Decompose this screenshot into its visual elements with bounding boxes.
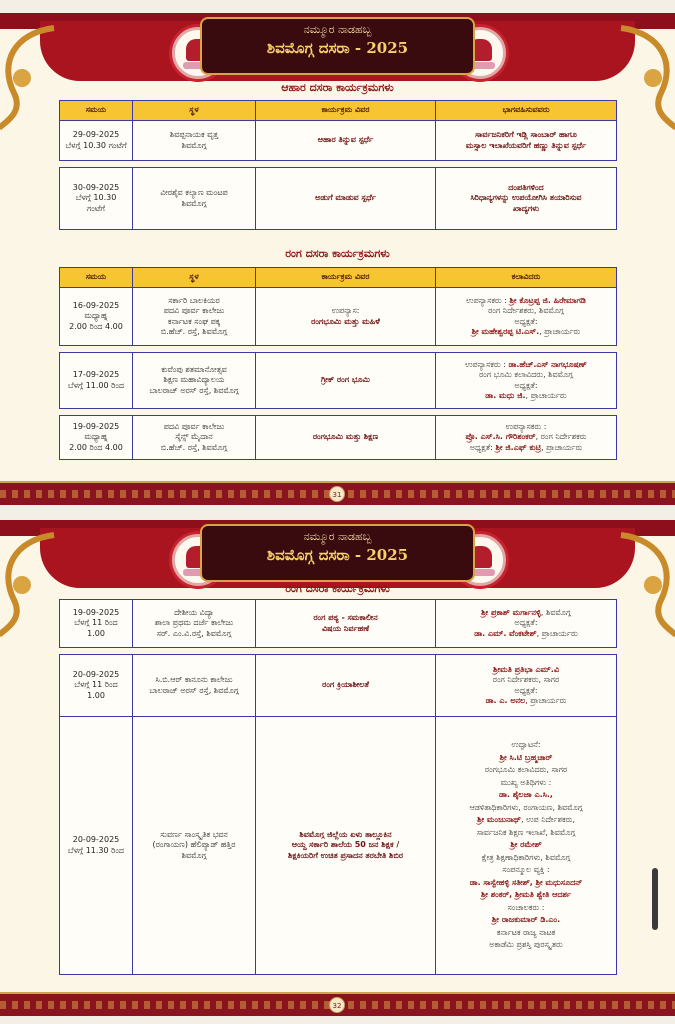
artists-cell: ಶ್ರೀಮತಿ ಪ್ರತಿಭಾ ಎಮ್.ವಿ ರಂಗ ನಿರ್ದೇಶಕರು, ಸಾಗರ ಅಧ್ಯಕ್ಷತೆ: ಡಾ. ಎ. ಅನಲ, ಪ್ರಾಚಾರ್ಯರು <box>436 655 617 717</box>
food-events-table <box>59 100 617 230</box>
section-title-theatre: ರಂಗ ದಸರಾ ಕಾರ್ಯಕ್ರಮಗಳು <box>285 582 390 595</box>
column-header: ಕಲಾವಿದರು <box>436 268 617 288</box>
page-number: 31 <box>329 486 345 502</box>
ornament-swirl-icon <box>0 23 64 133</box>
table-row <box>60 717 617 975</box>
event-cell: ಆಹಾರ ತಿನ್ನುವ ಸ್ಪರ್ಧೆ <box>256 121 436 161</box>
event-cell: ರಂಗ ಕ್ರಿಯಾಶೀಲತೆ <box>256 655 436 717</box>
table-row <box>60 288 617 346</box>
table-row <box>60 353 617 409</box>
time-cell: 30-09-2025 ಬೆಳಗ್ಗೆ 10.30 ಗಂಟೆಗೆ <box>60 168 133 230</box>
theatre-events-table <box>59 599 617 975</box>
event-cell: ಗ್ರೀಕ್ ರಂಗ ಭೂಮಿ <box>256 353 436 409</box>
ornament-swirl-icon <box>611 23 675 133</box>
column-header: ಸಮಯ <box>60 101 133 121</box>
time-cell: 20-09-2025 ಬೆಳಗ್ಗೆ 11 ರಿಂದ 1.00 <box>60 655 133 717</box>
column-header: ಭಾಗವಹಿಸುವವರು <box>436 101 617 121</box>
section-title-food: ಆಹಾರ ದಸರಾ ಕಾರ್ಯಕ್ರಮಗಳು <box>281 81 394 94</box>
title-plaque <box>200 17 475 75</box>
table-row <box>60 168 617 230</box>
theatre-events-table <box>59 267 617 460</box>
place-cell: ವೀರಶೈವ ಕಲ್ಯಾಣ ಮಂಟಪ ಶಿವಮೊಗ್ಗ <box>133 168 256 230</box>
table-row <box>60 416 617 460</box>
table-row <box>60 600 617 648</box>
header-title: ಶಿವಮೊಗ್ಗ ದಸರಾ - 2025 <box>266 546 409 564</box>
section-title-theatre: ರಂಗ ದಸರಾ ಕಾರ್ಯಕ್ರಮಗಳು <box>285 247 390 260</box>
place-cell: ಪದವಿ ಪೂರ್ವ ಕಾಲೇಜು ಸೈನ್ಸ್ ಮೈದಾನ ಬಿ.ಹೆಚ್. ರಸ್ತೆ, ಶಿವಮೊಗ್ಗ <box>133 416 256 460</box>
time-cell: 29-09-2025 ಬೆಳಗ್ಗೆ 10.30 ಗಂಟೆಗೆ <box>60 121 133 161</box>
participants-cell: ದಂಪತಿಗಳಿಂದ ಸಿರಿಧಾನ್ಯಗಳನ್ನು ಉಪಯೋಗಿಸಿ ತಯಾರಿಸುವ ಖಾದ್ಯಗಳು <box>436 168 617 230</box>
page-number: 32 <box>329 997 345 1013</box>
artists-cell: ಉಪನ್ಯಾಸಕರು : ಡಾ.ಹೆಚ್.ಎಸ್ ನಾಗಭೂಷಣ್ ರಂಗ ಭೂಮಿ ಕಲಾವಿದರು, ಶಿವಮೊಗ್ಗ ಅಧ್ಯಕ್ಷತೆ: ಡಾ. ಮಧು ಜಿ., ಪ್ರಾಚಾರ್ಯರು <box>436 353 617 409</box>
column-header: ಕಾರ್ಯಕ್ರಮ ವಿವರ <box>256 101 436 121</box>
artists-cell: ಉಪನ್ಯಾಸಕರು : ಪ್ರೊ. ಎಸ್.ಸಿ. ಗೌರಿಶಂಕರ್, ರಂಗ ನಿರ್ದೇಶಕರು ಅಧ್ಯಕ್ಷತೆ: ಶ್ರೀ ಜಿ.ಎಫ್ ಕುಟ್ರಿ, ಪ್ರಾಚಾರ್ಯರು <box>436 416 617 460</box>
header-tagline: ನಮ್ಮೂರ ನಾಡಹಬ್ಬ <box>303 530 372 543</box>
event-cell: ಅಡುಗೆ ಮಾಡುವ ಸ್ಪರ್ಧೆ <box>256 168 436 230</box>
brochure-page-31 <box>0 13 675 505</box>
place-cell: ಸಿ.ಬಿ.ಆರ್ ಕಾನೂನು ಕಾಲೇಜು ಬಾಲರಾಜ್ ಅರಸ್ ರಸ್ತೆ, ಶಿವಮೊಗ್ಗ <box>133 655 256 717</box>
header-title: ಶಿವಮೊಗ್ಗ ದಸರಾ - 2025 <box>266 39 409 57</box>
participants-cell: ಸಾರ್ವಜನಿಕರಿಗೆ ಇಡ್ಲಿ ಸಾಂಬಾರ್ ಹಾಗೂ ಮಸ್ಸಾಲ ಇಲಾಖೆಯವರಿಗೆ ಹಣ್ಣು ತಿನ್ನುವ ಸ್ಪರ್ಧೆ <box>436 121 617 161</box>
bottom-band <box>0 992 675 1016</box>
event-cell: ಉಪನ್ಯಾಸ: ರಂಗಭೂಮಿ ಮತ್ತು ಮಹಿಳೆ <box>256 288 436 346</box>
event-cell: ರಂಗ ಪಠ್ಯ - ಸಮಕಾಲೀನ ವಿಷಯ ನಿರ್ವಹಣೆ <box>256 600 436 648</box>
title-plaque <box>200 524 475 582</box>
table-row <box>60 655 617 717</box>
place-cell: ದೇಶೀಯ ವಿದ್ಯಾ ಶಾಲಾ ಪ್ರಥಮ ದರ್ಜೆ ಕಾಲೇಜು ಸರ್. ಎಂ.ವಿ.ರಸ್ತೆ, ಶಿವಮೊಗ್ಗ <box>133 600 256 648</box>
column-header: ಸಮಯ <box>60 268 133 288</box>
column-header: ಸ್ಥಳ <box>133 268 256 288</box>
column-header: ಸ್ಥಳ <box>133 101 256 121</box>
artists-cell: ಉದ್ಘಾಟನೆ: ಶ್ರೀ ಸಿ.ಟಿ ಬ್ರಹ್ಮಚಾರ್ ರಂಗಭೂಮಿ ಕಲಾವಿದರು, ಸಾಗರ ಮುಖ್ಯ ಅತಿಥಿಗಳು : ಡಾ. ಶೈಲಜಾ ಎ.ಸಿ., ಆಡಳಿತಾಧಿಕಾರಿಗಳು, ರಂಗಾಯಣ, ಶಿವಮೊಗ್ಗ ಶ್ರೀ ಮಂಜುನಾಥ್, ಉಪ ನಿರ್ದೇಶಕರು, ಸಾರ್ವಜನಿಕ ಶಿಕ್ಷಣ ಇಲಾಖೆ, ಶಿವಮೊಗ್ಗ ಶ್ರೀ ರಮೇಶ್ ಕ್ಷೇತ್ರ ಶಿಕ್ಷಣಾಧಿಕಾರಿಗಳು, ಶಿವಮೊಗ್ಗ ಸಂಪನ್ಮೂಲ ವ್ಯಕ್ತಿ : ಡಾ. ಸಾಸ್ವೇಹಳ್ಳಿ ಸತೀಶ್, ಶ್ರೀ ಮಧುಸೂದನ್ ಶ್ರೀ ಶಂಕರ್, ಶ್ರೀಮತಿ ಶ್ವೇತಿ ಆದರ್ಶ ಸಂಚಾಲಕರು : ಶ್ರೀ ರಾಜಕುಮಾರ್ ಡಿ.ಎಂ. ಕರ್ನಾಟಕ ರಾಜ್ಯ ನಾಟಕ ಅಕಾಡೆಮಿ ಪ್ರಶಸ್ತಿ ಪುರಸ್ಕೃತರು <box>436 717 617 975</box>
event-cell: ಶಿವಮೊಗ್ಗ ಜಿಲ್ಲೆಯ ಏಳು ತಾಲ್ಲೂಕಿನ ಆಯ್ದ ಸರ್ಕಾರಿ ಶಾಲೆಯ 50 ಜನ ಶಿಕ್ಷಕ / ಶಿಕ್ಷಕಿಯರಿಗೆ ಉಚಿತ ಪ್ರಸಾದನ ತರಬೇತಿ ಶಿಬಿರ <box>256 717 436 975</box>
artists-cell: ಉಪನ್ಯಾಸಕರು : ಶ್ರೀ ಕೊಟ್ರಪ್ಪ ಜಿ. ಹಿರೇಮಾಗಡಿ ರಂಗ ನಿರ್ದೇಶಕರು, ಶಿವಮೊಗ್ಗ ಅಧ್ಯಕ್ಷತೆ: ಶ್ರೀ ಮಹೇಶ್ವರಪ್ಪ ಟಿ.ಎಸ್., ಪ್ರಾಚಾರ್ಯರು <box>436 288 617 346</box>
place-cell: ಸುವರ್ಣ ಸಾಂಸ್ಕೃತಿಕ ಭವನ (ರಂಗಾಯಣ) ಹೆಲಿಪ್ಯಾಡ್ ಹತ್ತಿರ ಶಿವಮೊಗ್ಗ <box>133 717 256 975</box>
time-cell: 20-09-2025 ಬೆಳಗ್ಗೆ 11.30 ರಿಂದ <box>60 717 133 975</box>
time-cell: 19-09-2025 ಮಧ್ಯಾಹ್ನ 2.00 ರಿಂದ 4.00 <box>60 416 133 460</box>
time-cell: 19-09-2025 ಬೆಳಗ್ಗೆ 11 ರಿಂದ 1.00 <box>60 600 133 648</box>
bottom-band <box>0 481 675 505</box>
column-header: ಕಾರ್ಯಕ್ರಮ ವಿವರ <box>256 268 436 288</box>
time-cell: 16-09-2025 ಮಧ್ಯಾಹ್ನ 2.00 ರಿಂದ 4.00 <box>60 288 133 346</box>
table-header-row <box>60 268 617 288</box>
time-cell: 17-09-2025 ಬೆಳಗ್ಗೆ 11.00 ರಿಂದ <box>60 353 133 409</box>
place-cell: ಶಿವಪ್ಪನಾಯಕ ವೃತ್ತ ಶಿವಮೊಗ್ಗ <box>133 121 256 161</box>
event-cell: ರಂಗಭೂಮಿ ಮತ್ತು ಶಿಕ್ಷಣ <box>256 416 436 460</box>
table-row <box>60 121 617 161</box>
brochure-page-32 <box>0 520 675 1016</box>
scrollbar-thumb[interactable] <box>652 868 658 930</box>
header-tagline: ನಮ್ಮೂರ ನಾಡಹಬ್ಬ <box>303 23 372 36</box>
place-cell: ಕುವೆಂಪು ಶತಮಾನೋತ್ಸವ ಶಿಕ್ಷಣ ಮಹಾವಿದ್ಯಾಲಯ ಬಾಲರಾಜ್ ಅರಸ್ ರಸ್ತೆ, ಶಿವಮೊಗ್ಗ <box>133 353 256 409</box>
table-header-row <box>60 101 617 121</box>
artists-cell: ಶ್ರೀ ಪ್ರಕಾಶ್ ಮರ್ಗಾನಳ್ಳಿ, ಶಿವಮೊಗ್ಗ ಅಧ್ಯಕ್ಷತೆ: ಡಾ. ಎಮ್. ವೆಂಕಟೇಶ್, ಪ್ರಾಚಾರ್ಯರು <box>436 600 617 648</box>
place-cell: ಸರ್ಕಾರಿ ಬಾಲಕಿಯರ ಪದವಿ ಪೂರ್ವ ಕಾಲೇಜು ಕರ್ನಾಟಕ ಸಂಘ ಪಕ್ಕ ಬಿ.ಹೆಚ್. ರಸ್ತೆ, ಶಿವಮೊಗ್ಗ <box>133 288 256 346</box>
